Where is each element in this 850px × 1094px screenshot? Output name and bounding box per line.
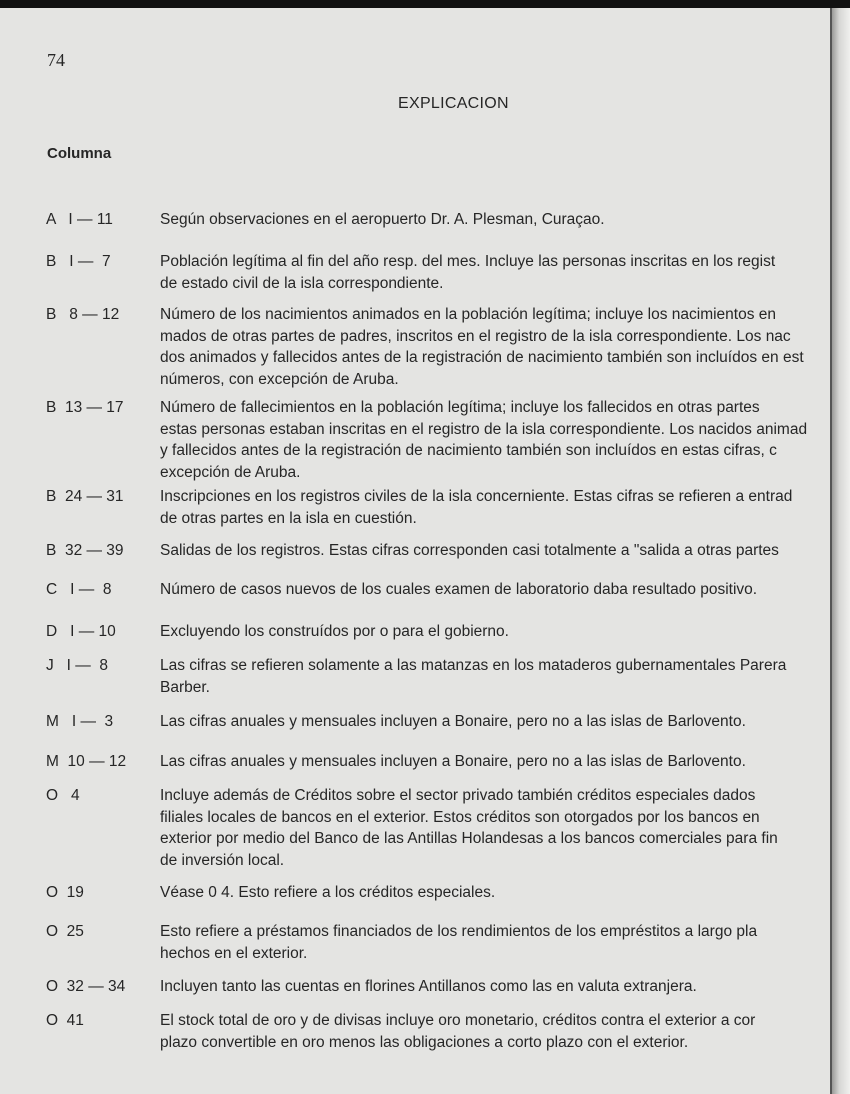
explanation-text: Población legítima al fin del año resp. del mes. Incluye las personas inscritas en los regist de estado civil de la isla correspondiente. xyxy=(160,253,776,292)
explanation-text: Excluyendo los construídos por o para el gobierno. xyxy=(160,623,509,640)
explanation-text: Inscripciones en los registros civiles de la isla concerniente. Estas cifras se refieren a entrad de otras partes en la isla en cuestión. xyxy=(160,488,793,527)
scan-top-border xyxy=(0,0,850,8)
page-title: EXPLICACION xyxy=(398,95,509,112)
explanation-text: Número de los nacimientos animados en la población legítima; incluye los nacimientos en mados de otras partes de padres, inscritos en el registro de la isla correspondiente. Los nac dos animados y fallecidos antes de la registración de nacimiento también son incluídos en est números, con excepción de Aruba. xyxy=(160,306,804,388)
column-code: A I — 11 xyxy=(46,211,113,228)
column-header: Columna xyxy=(47,145,112,162)
column-code: D I — 10 xyxy=(46,623,116,640)
column-code: M 10 — 12 xyxy=(46,753,127,770)
explanation-text: Las cifras anuales y mensuales incluyen a Bonaire, pero no a las islas de Barlovento. xyxy=(160,753,746,770)
explanation-text: Las cifras anuales y mensuales incluyen a Bonaire, pero no a las islas de Barlovento. xyxy=(160,713,746,730)
explanation-text: El stock total de oro y de divisas incluye oro monetario, créditos contra el exterior a cor plazo convertible en oro menos las obligaciones a corto plazo con el exterior. xyxy=(160,1012,756,1051)
column-code: O 32 — 34 xyxy=(46,978,126,995)
column-code: O 4 xyxy=(46,787,80,804)
column-code: B 32 — 39 xyxy=(46,542,124,559)
column-code: O 41 xyxy=(46,1012,84,1029)
column-code: B I — 7 xyxy=(46,253,111,270)
explanation-text: Las cifras se refieren solamente a las matanzas en los mataderos gubernamentales Parera Barber. xyxy=(160,657,787,696)
column-code: B 13 — 17 xyxy=(46,399,124,416)
explanation-text: Incluye además de Créditos sobre el sector privado también créditos especiales dados filiales locales de bancos en el exterior. Estos créditos son otorgados por los bancos en exterior por medio del Banco de las Antillas Holandesas a los bancos comerciales para fin de inversión local. xyxy=(160,787,778,869)
explanation-text: Número de casos nuevos de los cuales examen de laboratorio daba resultado positivo. xyxy=(160,581,758,598)
page-number: 74 xyxy=(47,50,65,70)
column-code: C I — 8 xyxy=(46,581,112,598)
explanation-text: Salidas de los registros. Estas cifras corresponden casi totalmente a "salida a otras partes xyxy=(160,542,779,559)
column-code: O 25 xyxy=(46,923,84,940)
explanation-text: Número de fallecimientos en la población legítima; incluye los fallecidos en otras partes estas personas estaban inscritas en el registro de la isla correspondiente. Los nacidos animad y fallecidos antes de la registración de nacimiento también son incluídos en estas cifras, c excepción de Aruba. xyxy=(160,399,808,481)
explanation-text: Según observaciones en el aeropuerto Dr. A. Plesman, Curaçao. xyxy=(160,211,605,228)
explanation-text: Incluyen tanto las cuentas en florines Antillanos como las en valuta extranjera. xyxy=(160,978,697,995)
explanation-text: Esto refiere a préstamos financiados de los rendimientos de los empréstitos a largo pla hechos en el exterior. xyxy=(160,923,758,962)
explanation-text: Véase 0 4. Esto refiere a los créditos especiales. xyxy=(160,884,496,901)
column-code: J I — 8 xyxy=(46,657,109,674)
column-code: B 8 — 12 xyxy=(46,306,120,323)
column-code: M I — 3 xyxy=(46,713,114,730)
column-code: O 19 xyxy=(46,884,84,901)
column-code: B 24 — 31 xyxy=(46,488,124,505)
